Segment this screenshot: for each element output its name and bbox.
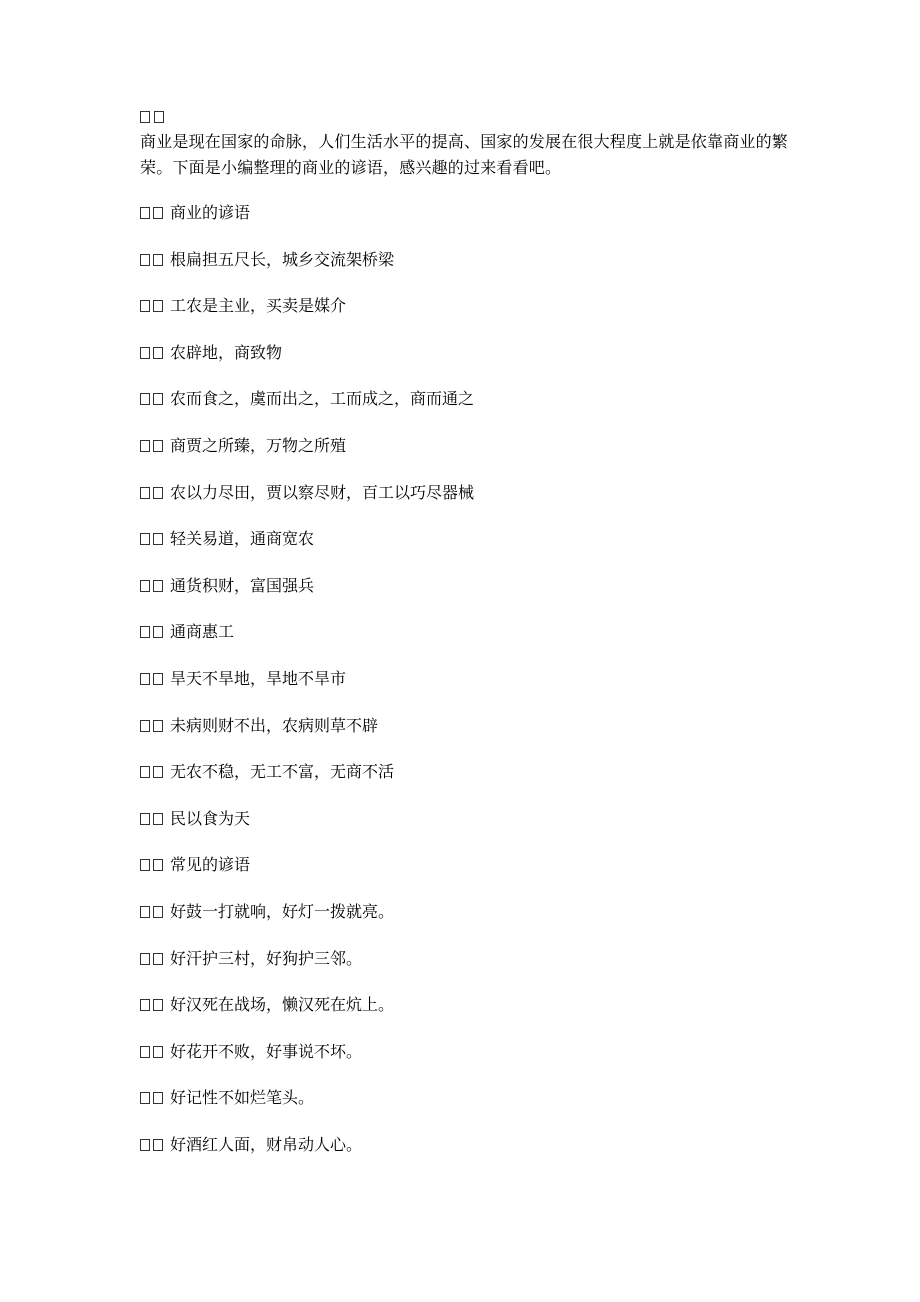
missing-glyph-icon — [153, 1092, 163, 1104]
missing-glyph-icon — [153, 720, 163, 732]
list-item — [140, 529, 800, 549]
bullet-marker — [140, 343, 170, 363]
bullet-marker — [140, 296, 170, 316]
missing-glyph-icon — [153, 207, 163, 219]
missing-glyph-icon — [140, 859, 150, 871]
missing-glyph-icon — [153, 254, 163, 266]
missing-glyph-icon — [153, 300, 163, 312]
list-item — [140, 622, 800, 642]
list-item — [140, 995, 800, 1015]
missing-glyph-icon — [140, 487, 150, 499]
bullet-marker — [140, 809, 170, 829]
intro-paragraph: 商业是现在国家的命脉，人们生活水平的提高、国家的发展在很大程度上就是依靠商业的繁荣。下面是小编整理的商业的谚语，感兴趣的过来看看吧。 — [140, 132, 789, 177]
missing-glyph-icon — [153, 953, 163, 965]
list-item — [140, 1088, 800, 1108]
missing-glyph-icon — [140, 953, 150, 965]
bullet-marker — [140, 995, 170, 1015]
list-item-text: 农而食之，虞而出之，工而成之，商而通之 — [170, 389, 475, 409]
missing-glyph-icon — [140, 999, 150, 1011]
missing-glyph-icon — [153, 999, 163, 1011]
list-item — [140, 576, 800, 596]
list-item-text: 农辟地，商致物 — [170, 342, 283, 362]
bullet-marker — [140, 1088, 170, 1108]
bullet-marker — [140, 902, 170, 922]
missing-glyph-icon — [153, 533, 163, 545]
missing-glyph-icon — [140, 1046, 150, 1058]
missing-glyph-icon — [140, 1092, 150, 1104]
missing-glyph-icon — [153, 626, 163, 638]
bullet-marker — [140, 716, 170, 736]
list-item-text: 好花开不败，好事说不坏。 — [170, 1041, 363, 1061]
bullet-marker — [140, 203, 170, 223]
list-item — [140, 716, 800, 736]
missing-glyph-icon — [140, 207, 150, 219]
list-item-text: 商贾之所臻，万物之所殖 — [170, 435, 347, 455]
missing-glyph-icon — [140, 254, 150, 266]
missing-glyph-icon — [153, 813, 163, 825]
missing-glyph-icon — [140, 393, 150, 405]
list-item-text: 农以力尽田，贾以察尽财，百工以巧尽器械 — [170, 482, 475, 502]
list-item-text: 常见的谚语 — [170, 855, 251, 875]
missing-glyph-icon — [140, 440, 150, 452]
list-item-text: 好鼓一打就响，好灯一拨就亮。 — [170, 901, 395, 921]
bullet-marker — [140, 762, 170, 782]
missing-glyph-icon — [154, 111, 164, 123]
list-item — [140, 203, 800, 223]
missing-glyph-icon — [140, 580, 150, 592]
bullet-marker — [140, 389, 170, 409]
missing-glyph-icon — [153, 766, 163, 778]
list-item-text: 好汗护三村，好狗护三邻。 — [170, 948, 363, 968]
bullet-marker — [140, 622, 170, 642]
missing-glyph-icon — [140, 300, 150, 312]
missing-glyph-icon — [140, 111, 150, 123]
list-item — [140, 436, 800, 456]
missing-glyph-icon — [153, 906, 163, 918]
missing-glyph-icon — [140, 766, 150, 778]
missing-glyph-marker — [140, 108, 800, 126]
list-item — [140, 809, 800, 829]
bullet-marker — [140, 1135, 170, 1155]
missing-glyph-icon — [153, 1139, 163, 1151]
list-item-text: 民以食为天 — [170, 808, 251, 828]
list-item-text: 通商惠工 — [170, 622, 235, 642]
missing-glyph-icon — [140, 626, 150, 638]
bullet-marker — [140, 669, 170, 689]
missing-glyph-icon — [153, 440, 163, 452]
list-item — [140, 296, 800, 316]
bullet-marker — [140, 483, 170, 503]
missing-glyph-icon — [140, 813, 150, 825]
bullet-marker — [140, 576, 170, 596]
list-item-text: 根扁担五尺长，城乡交流架桥梁 — [170, 249, 395, 269]
list-item — [140, 949, 800, 969]
list-item-text: 未病则财不出，农病则草不辟 — [170, 715, 379, 735]
missing-glyph-icon — [140, 533, 150, 545]
list-item — [140, 1135, 800, 1155]
missing-glyph-icon — [153, 487, 163, 499]
list-item — [140, 762, 800, 782]
list-item-text: 好汉死在战场，懒汉死在炕上。 — [170, 995, 395, 1015]
missing-glyph-icon — [140, 906, 150, 918]
missing-glyph-icon — [153, 580, 163, 592]
missing-glyph-icon — [153, 393, 163, 405]
list-item-text: 好记性不如烂笔头。 — [170, 1088, 315, 1108]
list-item — [140, 902, 800, 922]
list-item-text: 旱天不旱地，旱地不旱市 — [170, 668, 347, 688]
missing-glyph-icon — [153, 1046, 163, 1058]
list-item — [140, 250, 800, 270]
list-item-text: 好酒红人面，财帛动人心。 — [170, 1134, 363, 1154]
document-page — [140, 108, 800, 1155]
list-item — [140, 669, 800, 689]
list-item-text: 工农是主业，买卖是媒介 — [170, 296, 347, 316]
list-item — [140, 855, 800, 875]
missing-glyph-icon — [153, 859, 163, 871]
bullet-marker — [140, 529, 170, 549]
missing-glyph-icon — [140, 720, 150, 732]
missing-glyph-icon — [153, 347, 163, 359]
bullet-marker — [140, 1042, 170, 1062]
list-item — [140, 389, 800, 409]
bullet-marker — [140, 949, 170, 969]
bullet-marker — [140, 855, 170, 875]
list-item-text: 商业的谚语 — [170, 203, 251, 222]
missing-glyph-icon — [140, 673, 150, 685]
missing-glyph-icon — [140, 1139, 150, 1151]
list-item-text: 轻关易道，通商宽农 — [170, 529, 315, 549]
list-item — [140, 483, 800, 503]
list-item-text: 无农不稳，无工不富，无商不活 — [170, 762, 395, 782]
list-item-text: 通货积财，富国强兵 — [170, 575, 315, 595]
missing-glyph-icon — [153, 673, 163, 685]
bullet-marker — [140, 436, 170, 456]
proverb-list — [140, 203, 800, 1155]
list-item — [140, 343, 800, 363]
missing-glyph-icon — [140, 347, 150, 359]
bullet-marker — [140, 250, 170, 270]
list-item — [140, 1042, 800, 1062]
